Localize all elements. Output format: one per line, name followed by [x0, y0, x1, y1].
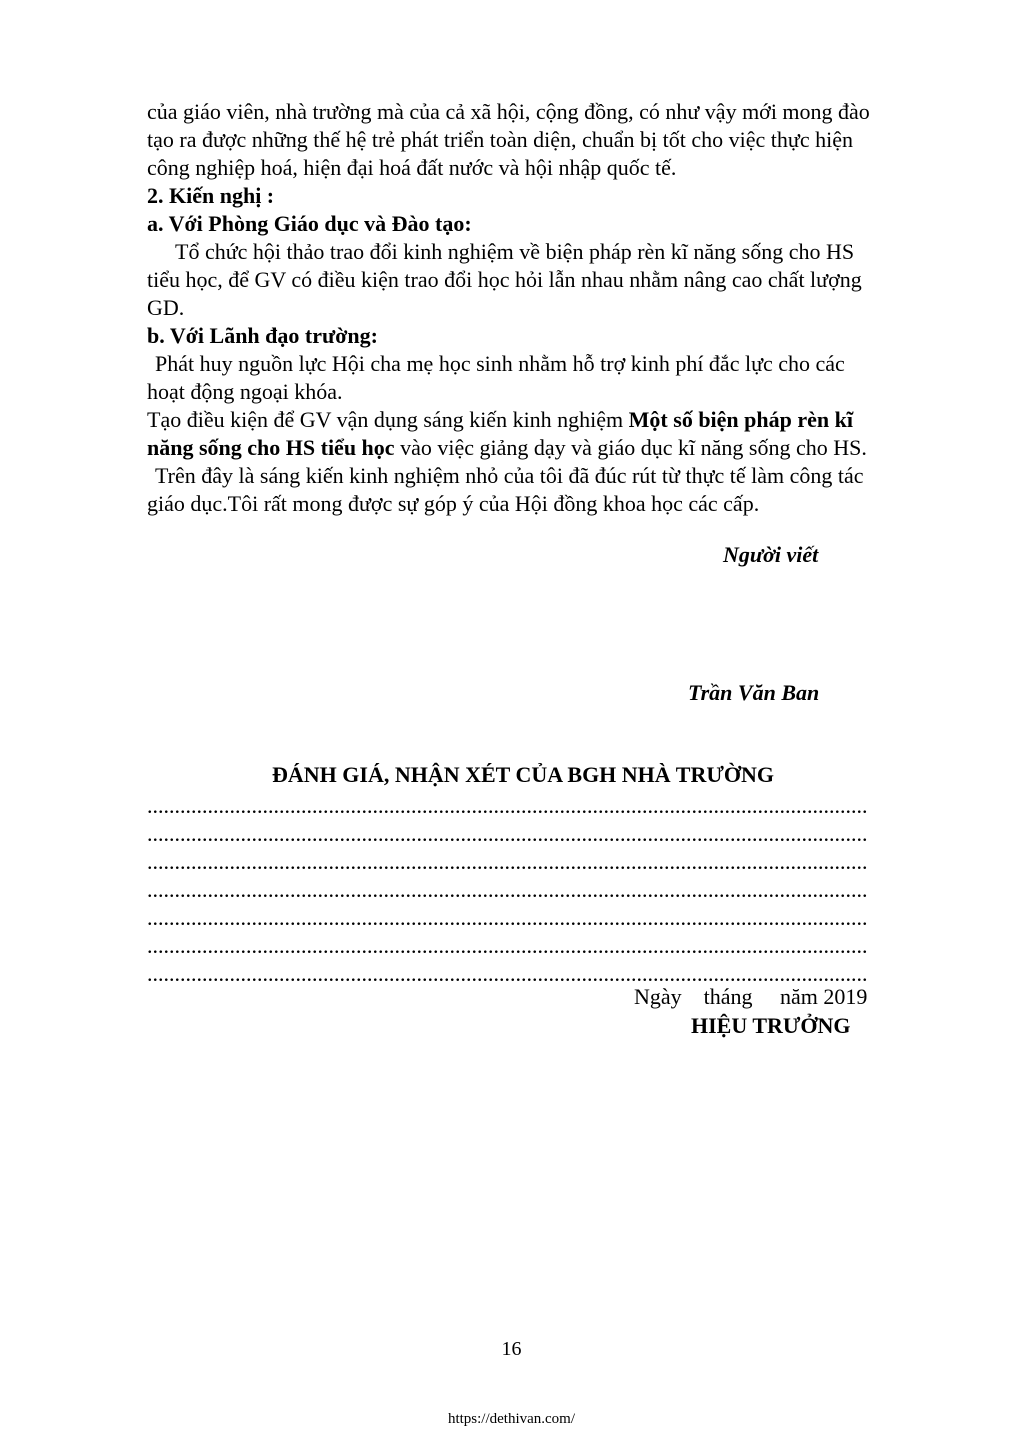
paragraph-line: Trên đây là sáng kiến kinh nghiệm nhỏ của tôi đã đúc rút từ thực tế làm công tác	[155, 463, 864, 488]
date-line: Ngày tháng năm 2019	[634, 984, 868, 1009]
main-text	[147, 98, 947, 518]
section-heading-recommendations: 2. Kiến nghị :	[147, 183, 275, 208]
subheading-school-leadership: b. Với Lãnh đạo trường:	[147, 323, 378, 348]
paragraph-line: của giáo viên, nhà trường mà của cả xã hội, cộng đồng, có như vậy mới mong đào	[147, 99, 870, 124]
dotted-line: ...................................................................................................................................	[147, 821, 868, 846]
inline-text: Tạo điều kiện để GV vận dụng sáng kiến kinh nghiệm	[147, 407, 629, 432]
paragraph-line: GD.	[147, 295, 185, 320]
paragraph-line: Tổ chức hội thảo trao đổi kinh nghiệm về biện pháp rèn kĩ năng sống cho HS	[175, 239, 855, 264]
paragraph-line: tiểu học, để GV có điều kiện trao đổi học hỏi lẫn nhau nhằm nâng cao chất lượng	[147, 267, 862, 292]
subheading-education-office: a. Với Phòng Giáo dục và Đào tạo:	[147, 211, 472, 236]
paragraph-line: giáo dục.Tôi rất mong được sự góp ý của Hội đồng khoa học các cấp.	[147, 491, 760, 516]
signer-name: Trần Văn Ban	[688, 680, 820, 705]
principal-title: HIỆU TRƯỞNG	[691, 1013, 851, 1038]
signer-role: Người viết	[723, 542, 819, 567]
review-title: ĐÁNH GIÁ, NHẬN XÉT CỦA BGH NHÀ TRƯỜNG	[272, 762, 774, 787]
paragraph-line: công nghiệp hoá, hiện đại hoá đất nước và hội nhập quốc tế.	[147, 155, 677, 180]
paragraph-line: hoạt động ngoại khóa.	[147, 379, 343, 404]
page-number: 16	[501, 1338, 522, 1360]
inline-bold-title: Một số biện pháp rèn kĩ	[628, 407, 853, 432]
dotted-line: ...................................................................................................................................	[147, 877, 868, 902]
dotted-line: ...................................................................................................................................	[147, 793, 868, 818]
inline-text: vào việc giảng dạy và giáo dục kĩ năng sống cho HS.	[394, 435, 867, 460]
dotted-line: ...................................................................................................................................	[147, 961, 868, 986]
review-dotted-lines	[147, 792, 947, 988]
dotted-line: ...................................................................................................................................	[147, 849, 868, 874]
paragraph-line: tạo ra được những thế hệ trẻ phát triển toàn diện, chuẩn bị tốt cho việc thực hiện	[147, 127, 853, 152]
inline-bold-title: năng sống cho HS tiểu học	[147, 435, 395, 460]
paragraph-line	[147, 406, 947, 434]
paragraph-line	[147, 434, 947, 462]
dotted-line: ...................................................................................................................................	[147, 933, 868, 958]
paragraph-line: Phát huy nguồn lực Hội cha mẹ học sinh nhằm hỗ trợ kinh phí đắc lực cho các	[155, 351, 845, 376]
footer-url: https://dethivan.com/	[447, 1411, 576, 1427]
dotted-line: ...................................................................................................................................	[147, 905, 868, 930]
